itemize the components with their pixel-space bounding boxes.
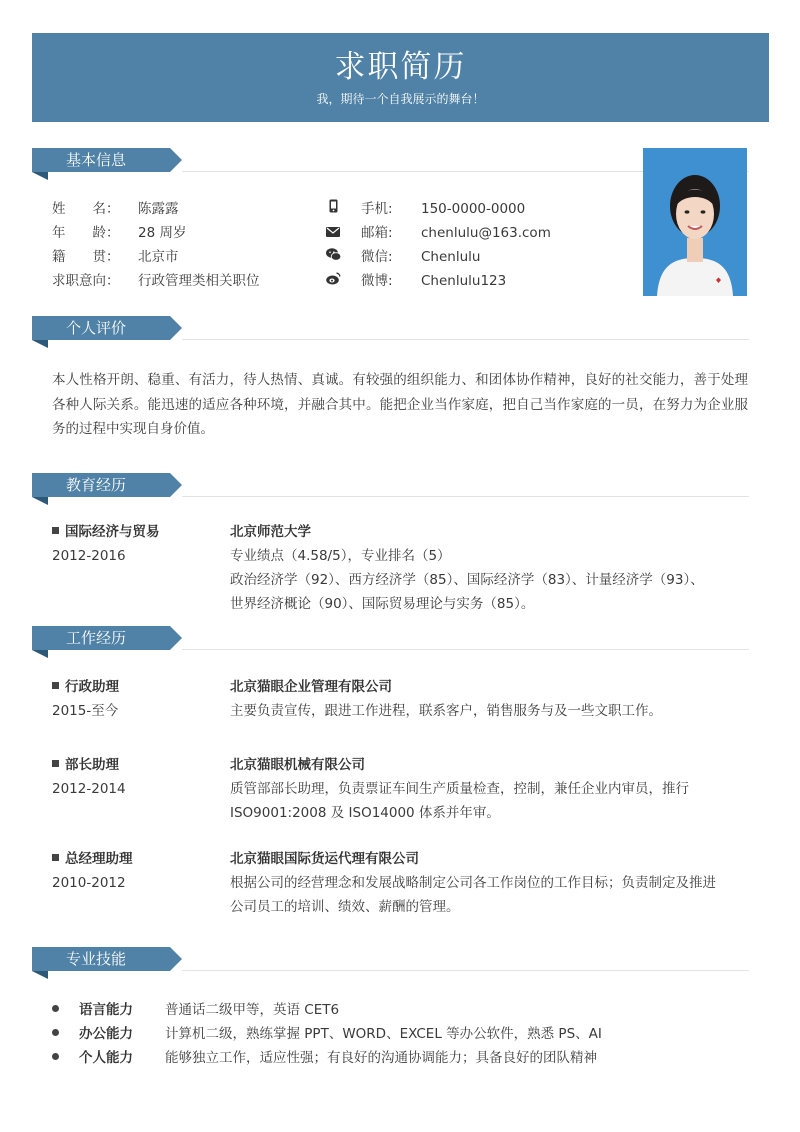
section-title: 个人评价 [32, 316, 170, 340]
info-label: 年 龄： [52, 225, 120, 241]
contact-value: Chenlulu123 [421, 273, 507, 289]
divider [182, 649, 749, 650]
work-detail: ISO9001:2008 及 ISO14000 体系并年审。 [230, 805, 500, 821]
info-value: 28 周岁 [138, 225, 187, 241]
skill-row [52, 1046, 597, 1070]
mail-icon [325, 221, 341, 245]
work-entry-right [230, 675, 745, 723]
work-entry-right [230, 753, 745, 825]
work-company: 北京猫眼国际货运代理有限公司 [230, 851, 419, 867]
bullet-dot [52, 1053, 59, 1060]
contact-row [325, 245, 480, 269]
section-title: 工作经历 [32, 626, 170, 650]
work-entry-left [52, 753, 222, 801]
skill-row [52, 1022, 602, 1046]
skill-label: 办公能力 [79, 1026, 133, 1042]
section-title: 专业技能 [32, 947, 170, 971]
bullet-square [52, 760, 59, 767]
bullet-square [52, 527, 59, 534]
contact-label: 微博: [361, 273, 393, 289]
education-detail: 世界经济概论（90）、国际贸易理论与实务（85）。 [230, 596, 535, 612]
section-evaluation [32, 316, 749, 350]
resume-header [32, 33, 769, 122]
education-detail: 专业绩点（4.58/5），专业排名（5） [230, 548, 451, 564]
work-detail: 根据公司的经营理念和发展战略制定公司各工作岗位的工作目标；负责制定及推进 [230, 875, 716, 891]
work-entry-left [52, 847, 222, 895]
phone-icon [325, 197, 341, 221]
work-company: 北京猫眼机械有限公司 [230, 757, 365, 773]
evaluation-text: 本人性格开朗、稳重、有活力，待人热情、真诚。有较强的组织能力、和团体协作精神，良好的社交能力，善于处理各种人际关系。能迅速的适应各种环境，并融合其中。能把企业当作家庭，把自己当作家庭的一员，在努力为企业服务的过程中实现自身价值。 [52, 372, 748, 437]
work-entry-right [230, 847, 745, 919]
bullet-dot [52, 1029, 59, 1036]
profile-photo [643, 148, 747, 296]
skill-value: 计算机二级，熟练掌握 PPT、WORD、EXCEL 等办公软件，熟悉 PS、AI [165, 1026, 602, 1042]
contact-value: Chenlulu [421, 249, 481, 265]
bullet-square [52, 682, 59, 689]
resume-title: 求职简历 [334, 49, 467, 85]
work-detail: 主要负责宣传，跟进工作进程，联系客户，销售服务与及一些文职工作。 [230, 703, 662, 719]
work-detail: 质管部部长助理，负责票证车间生产质量检查，控制，兼任企业内审员，推行 [230, 781, 689, 797]
section-education [32, 473, 749, 507]
basic-info-row [52, 197, 179, 221]
education-period: 2012-2016 [52, 548, 126, 564]
section-basic-info [32, 148, 749, 182]
info-label: 籍 贯： [52, 249, 120, 265]
section-title: 基本信息 [32, 148, 170, 172]
work-detail: 公司员工的培训、绩效、薪酬的管理。 [230, 899, 460, 915]
work-entry-left [52, 675, 222, 723]
info-value: 行政管理类相关职位 [138, 273, 260, 289]
contact-value: 150-0000-0000 [421, 201, 526, 217]
info-value: 陈露露 [138, 201, 179, 217]
section-work [32, 626, 749, 660]
work-title: 行政助理 [65, 679, 119, 695]
skill-value: 能够独立工作，适应性强；有良好的沟通协调能力；具备良好的团队精神 [165, 1050, 597, 1066]
info-value: 北京市 [138, 249, 179, 265]
section-title: 教育经历 [32, 473, 170, 497]
info-label: 求职意向： [52, 273, 120, 289]
work-period: 2012-2014 [52, 781, 126, 797]
contact-row [325, 221, 551, 245]
skill-value: 普通话二级甲等，英语 CET6 [165, 1002, 340, 1018]
education-school: 北京师范大学 [230, 524, 311, 540]
resume-subtitle: 我，期待一个自我展示的舞台！ [316, 92, 485, 106]
contact-label: 邮箱: [361, 225, 393, 241]
contact-label: 微信: [361, 249, 393, 265]
work-period: 2010-2012 [52, 875, 126, 891]
work-period: 2015-至今 [52, 703, 119, 719]
basic-info-row [52, 221, 186, 245]
skill-label: 个人能力 [79, 1050, 133, 1066]
bullet-dot [52, 1005, 59, 1012]
section-skills [32, 947, 749, 981]
divider [182, 496, 749, 497]
contact-value: chenlulu@163.com [421, 225, 551, 241]
bullet-square [52, 854, 59, 861]
weibo-icon [325, 269, 341, 293]
education-major: 国际经济与贸易 [65, 524, 160, 540]
work-title: 总经理助理 [65, 851, 133, 867]
skill-label: 语言能力 [79, 1002, 133, 1018]
basic-info-row [52, 245, 179, 269]
work-title: 部长助理 [65, 757, 119, 773]
work-company: 北京猫眼企业管理有限公司 [230, 679, 392, 695]
divider [182, 339, 749, 340]
contact-row [325, 197, 525, 221]
skill-row [52, 998, 339, 1022]
education-detail: 政治经济学（92）、西方经济学（85）、国际经济学（83）、计量经济学（93）、 [230, 572, 704, 588]
info-label: 姓 名： [52, 201, 120, 217]
contact-row [325, 269, 506, 293]
divider [182, 970, 749, 971]
contact-label: 手机: [361, 201, 393, 217]
education-entry-left [52, 520, 222, 568]
education-entry-right [230, 520, 745, 616]
basic-info-row [52, 269, 260, 293]
wechat-icon [325, 245, 341, 269]
